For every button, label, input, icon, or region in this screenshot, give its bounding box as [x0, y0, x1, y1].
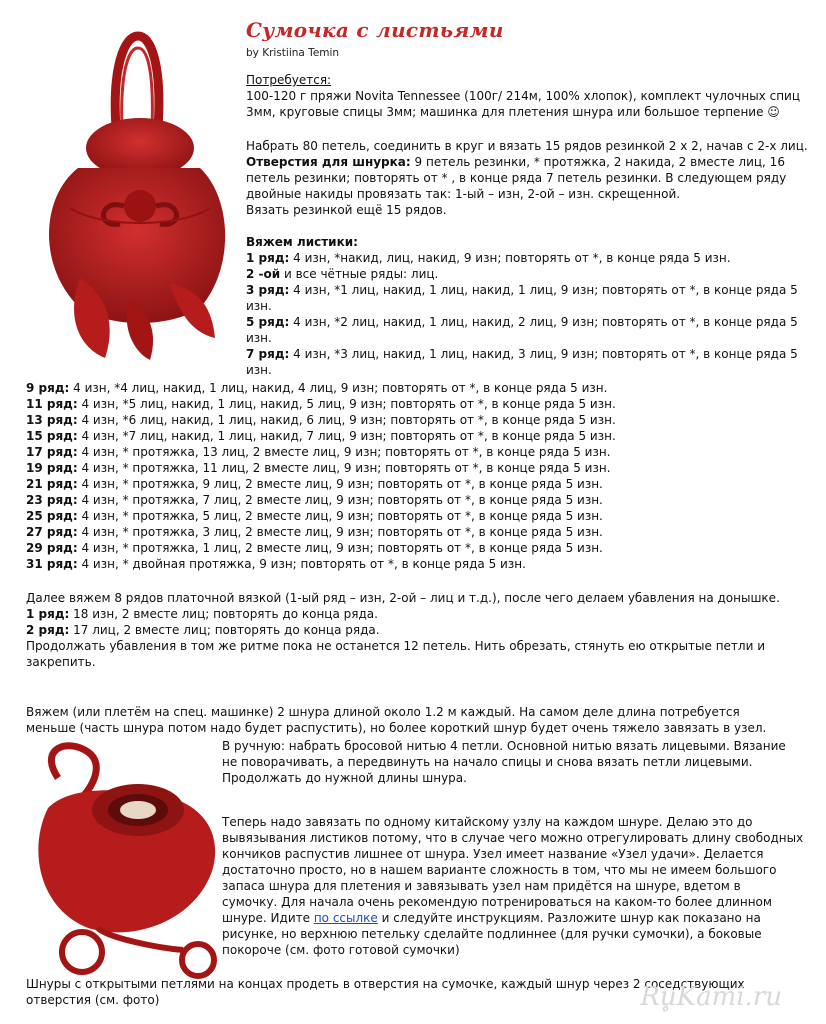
- knot-line: запаса шнура для плетения и завязывать узел нам придётся на шнуре, вдетом в: [222, 879, 741, 893]
- knot-line: вывязывания листиков потому, что в случае чего можно отрегулировать длину свободных: [222, 831, 804, 845]
- cord-loop: [182, 944, 214, 976]
- leaf-row: 25 ряд: 4 изн, * протяжка, 5 лиц, 2 вместе лиц, 9 изн; повторять от *, в конце ряда 5 изн.: [26, 509, 603, 523]
- author-line: by Kristiina Temin: [246, 47, 340, 59]
- leaves-heading: Вяжем листики:: [246, 235, 358, 249]
- holes-line: [246, 154, 806, 170]
- manual-line: не поворачивать, а передвинуть на начало спицы и снова вязать петли лицевыми.: [222, 755, 753, 769]
- leaf-row-cont: изн.: [246, 363, 272, 377]
- decrease-row-2: 2 ряд: 17 лиц, 2 вместе лиц; повторять до конца ряда.: [26, 623, 380, 637]
- holes-line: Вязать резинкой ещё 15 рядов.: [246, 203, 447, 217]
- leaf-row: 7 ряд: 4 изн, *3 лиц, накид, 1 лиц, накид, 3 лиц, 9 изн; повторять от *, в конце ряда 5: [246, 347, 798, 361]
- leaf-row: 19 ряд: 4 изн, * протяжка, 11 лиц, 2 вместе лиц, 9 изн; повторять от *, в конце ряда 5 изн.: [26, 461, 611, 475]
- leaf-row: 21 ряд: 4 изн, * протяжка, 9 лиц, 2 вместе лиц, 9 изн; повторять от *, в конце ряда 5 изн.: [26, 477, 603, 491]
- instructions-link[interactable]: по ссылке: [313, 911, 378, 925]
- bag-bottom-photo: [28, 738, 226, 980]
- leaf-rows-top: [246, 250, 806, 378]
- cord-section: [26, 704, 806, 736]
- decrease-row-1: 1 ряд: 18 изн, 2 вместе лиц; повторять до конца ряда.: [26, 607, 378, 621]
- cord-loop: [62, 932, 102, 972]
- instructions-top: [246, 138, 806, 378]
- decrease-outro: закрепить.: [26, 655, 96, 669]
- bag-photo: [20, 28, 242, 368]
- cord-line: меньше (часть шнура потом надо будет распустить), но более короткий шнур будет очень тяжело завязать в узел.: [26, 721, 767, 735]
- page-title: Сумочка с листьями: [246, 18, 504, 42]
- final-line: отверстия (см. фото): [26, 993, 160, 1007]
- leaf-row: 17 ряд: 4 изн, * протяжка, 13 лиц, 2 вместе лиц, 9 изн; повторять от *, в конце ряда 5 изн.: [26, 445, 611, 459]
- leaf-row: 1 ряд: 4 изн, *накид, лиц, накид, 9 изн; повторять от *, в конце ряда 5 изн.: [246, 251, 731, 265]
- knot-link-line: шнуре. Идите по ссылке и следуйте инструкциям. Разложите шнур как показано на: [222, 911, 761, 925]
- materials-line: 3мм, круговые спицы 3мм; машинка для плетения шнура или большое терпение ☺: [246, 105, 780, 119]
- leaf-row-cont: изн.: [246, 331, 272, 345]
- leaf-row-cont: изн.: [246, 299, 272, 313]
- knot-flower: [124, 190, 156, 222]
- holes-line: двойные накиды провязать так: 1-ый – изн, 2-ой – изн. скрещенной.: [246, 187, 681, 201]
- cast-on-text: Набрать 80 петель, соединить в круг и вязать 15 рядов резинкой 2 х 2, начав с 2-х лиц.: [246, 139, 808, 153]
- leaf-row: 2 -ой и все чётные ряды: лиц.: [246, 267, 439, 281]
- knot-line: рисунке, но верхнюю петельку сделайте подлиннее (для ручки сумочки), а боковые: [222, 927, 762, 941]
- cord-line: Вяжем (или плетём на спец. машинке) 2 шнура длиной около 1.2 м каждый. На самом деле длина потребуется: [26, 705, 740, 719]
- holes-label: Отверстия для шнурка:: [246, 155, 411, 169]
- leaf-row: 15 ряд: 4 изн, *7 лиц, накид, 1 лиц, накид, 7 лиц, 9 изн; повторять от *, в конце ряда 5 изн.: [26, 429, 616, 443]
- decrease-section: [26, 590, 806, 670]
- materials-line: 100-120 г пряжи Novita Tennessee (100г/ 214м, 100% хлопок), комплект чулочных спиц: [246, 89, 801, 103]
- leaf-row: 13 ряд: 4 изн, *6 лиц, накид, 1 лиц, накид, 6 лиц, 9 изн; повторять от *, в конце ряда 5 изн.: [26, 413, 616, 427]
- leaf-row: 11 ряд: 4 изн, *5 лиц, накид, 1 лиц, накид, 5 лиц, 9 изн; повторять от *, в конце ряда 5 изн.: [26, 397, 616, 411]
- manual-line: В ручную: набрать бросовой нитью 4 петли. Основной нитью вязать лицевыми. Вязание: [222, 739, 786, 753]
- leaf-row: 27 ряд: 4 изн, * протяжка, 3 лиц, 2 вместе лиц, 9 изн; повторять от *, в конце ряда 5 изн.: [26, 525, 603, 539]
- knot-line: сумочку. Для начала очень рекомендую потренироваться на каком-то более длинном: [222, 895, 772, 909]
- leaf-row: 29 ряд: 4 изн, * протяжка, 1 лиц, 2 вместе лиц, 9 изн; повторять от *, в конце ряда 5 изн.: [26, 541, 603, 555]
- manual-section: [222, 738, 812, 786]
- manual-line: Продолжать до нужной длины шнура.: [222, 771, 467, 785]
- final-line: Шнуры с открытыми петлями на концах продеть в отверстия на сумочке, каждый шнур через 2 соседствующих: [26, 977, 745, 991]
- leaf-row: 3 ряд: 4 изн, *1 лиц, накид, 1 лиц, накид, 1 лиц, 9 изн; повторять от *, в конце ряда 5: [246, 283, 798, 297]
- knot-line: кончиков распустив лишнее от шнура. Узел имеет название «Узел удачи». Делается: [222, 847, 764, 861]
- knot-line: Теперь надо завязать по одному китайскому узлу на каждом шнуре. Делаю это до: [222, 815, 753, 829]
- decrease-outro: Продолжать убавления в том же ритме пока не останется 12 петель. Нить обрезать, стянуть ею открытые петли и: [26, 639, 766, 653]
- leaf-rows: [26, 380, 806, 572]
- holes-line: петель резинки; повторять от * , в конце ряда 7 петель резинки. В следующем ряду: [246, 171, 787, 185]
- knot-line: достаточно просто, но в нашем варианте сложность в том, что мы не имеем большого: [222, 863, 777, 877]
- materials-heading: Потребуется:: [246, 73, 332, 87]
- materials-section: [246, 72, 806, 120]
- holes-text: 9 петель резинки, * протяжка, 2 накида, 2 вместе лиц, 16: [410, 155, 785, 169]
- decrease-intro: Далее вяжем 8 рядов платочной вязкой (1-ый ряд – изн, 2-ой – лиц и т.д.), после чего делаем убавления на донышке.: [26, 591, 780, 605]
- leaf-row: 31 ряд: 4 изн, * двойная протяжка, 9 изн; повторять от *, в конце ряда 5 изн.: [26, 557, 526, 571]
- leaf-row: 9 ряд: 4 изн, *4 лиц, накид, 1 лиц, накид, 4 лиц, 9 изн; повторять от *, в конце ряда 5 изн.: [26, 381, 608, 395]
- leaf-row: 5 ряд: 4 изн, *2 лиц, накид, 1 лиц, накид, 2 лиц, 9 изн; повторять от *, в конце ряда 5: [246, 315, 798, 329]
- watermark: Ru̥Kami.ru: [640, 982, 782, 1012]
- knot-section: [222, 814, 812, 958]
- leaf-row: 23 ряд: 4 изн, * протяжка, 7 лиц, 2 вместе лиц, 9 изн; повторять от *, в конце ряда 5 изн.: [26, 493, 603, 507]
- knot-line: покороче (см. фото готовой сумочки): [222, 943, 460, 957]
